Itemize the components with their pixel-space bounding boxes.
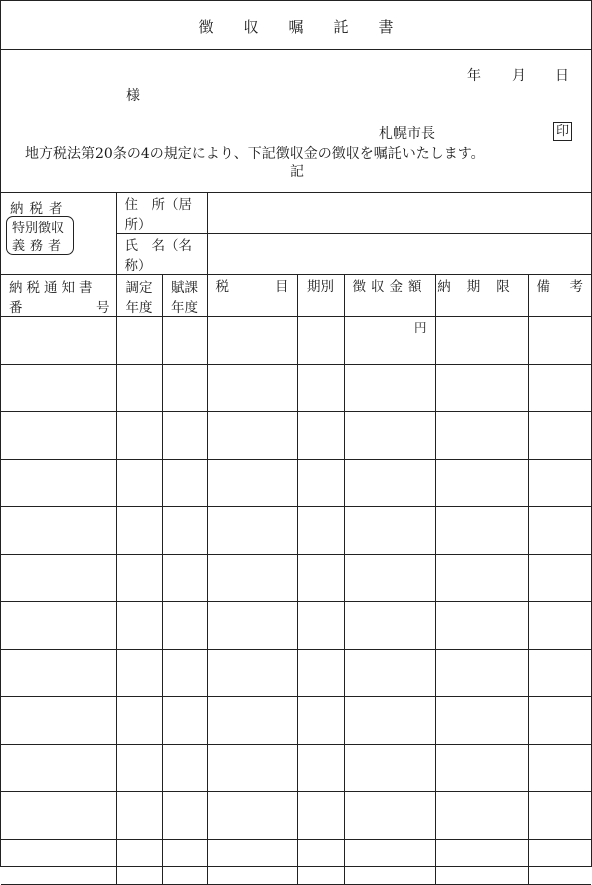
table-row (1, 602, 591, 650)
assessment-year-cell[interactable] (116, 697, 162, 745)
tax-item-cell[interactable] (207, 317, 297, 365)
tax-item-cell[interactable] (207, 602, 297, 650)
table-row (1, 507, 591, 555)
amount-cell[interactable] (344, 459, 435, 507)
levy-year-header-line1: 賦課 (171, 280, 198, 296)
notice-number-header-line2 (1, 296, 116, 316)
period-cell[interactable] (297, 412, 344, 460)
assessment-year-cell[interactable] (116, 507, 162, 555)
deadline-cell[interactable] (435, 554, 528, 602)
notice-number-cell[interactable] (1, 697, 116, 745)
tax-item-cell[interactable] (207, 792, 297, 840)
amount-header-text: 徴収金額 (352, 279, 427, 295)
amount-cell[interactable] (344, 602, 435, 650)
amount-cell[interactable] (344, 507, 435, 555)
notice-number-cell[interactable] (1, 317, 116, 365)
notice-number-cell[interactable] (1, 507, 116, 555)
deadline-cell[interactable] (435, 317, 528, 365)
remarks-header-bi: 備 (536, 279, 550, 295)
levy-year-cell[interactable] (162, 792, 207, 840)
address-value-cell[interactable] (207, 193, 591, 234)
amount-cell[interactable] (344, 649, 435, 697)
remarks-cell[interactable] (528, 744, 591, 792)
notice-number-cell[interactable] (1, 792, 116, 840)
tax-item-header (207, 275, 297, 317)
amount-header (344, 275, 435, 317)
remarks-cell[interactable] (528, 697, 591, 745)
assessment-year-cell[interactable] (116, 792, 162, 840)
taxpayer-label: 納税者 (10, 201, 69, 217)
levy-year-cell[interactable] (162, 602, 207, 650)
deadline-cell[interactable] (435, 839, 528, 884)
name-value-cell[interactable] (207, 234, 591, 275)
period-cell[interactable] (297, 364, 344, 412)
assessment-year-header-line1: 調定 (125, 280, 153, 296)
table-row (1, 744, 591, 792)
tax-item-cell[interactable] (207, 697, 297, 745)
deadline-cell[interactable] (435, 459, 528, 507)
period-cell[interactable] (297, 602, 344, 650)
date-month: 月 (512, 68, 526, 84)
notice-number-cell[interactable] (1, 412, 116, 460)
remarks-cell[interactable] (528, 412, 591, 460)
remarks-cell[interactable] (528, 317, 591, 365)
name-label-cell (116, 234, 207, 275)
levy-year-cell[interactable] (162, 649, 207, 697)
tax-item-cell[interactable] (207, 459, 297, 507)
amount-cell[interactable] (344, 792, 435, 840)
tax-item-header-moku: 目 (275, 279, 289, 295)
deadline-cell[interactable] (435, 649, 528, 697)
title-divider (1, 49, 591, 50)
obligor-label: 義務者 (12, 239, 67, 254)
levy-year-cell[interactable] (162, 364, 207, 412)
notice-number-cell[interactable] (1, 602, 116, 650)
remarks-cell[interactable] (528, 364, 591, 412)
table-row (1, 364, 591, 412)
notice-number-header (1, 275, 116, 317)
assessment-year-cell[interactable] (116, 554, 162, 602)
levy-year-cell[interactable] (162, 459, 207, 507)
tax-item-cell[interactable] (207, 507, 297, 555)
amount-cell[interactable] (344, 744, 435, 792)
notice-number-header-ban: 番 (9, 300, 23, 316)
levy-year-cell[interactable] (162, 697, 207, 745)
addressee-suffix: 様 (126, 88, 140, 104)
levy-year-cell[interactable] (162, 839, 207, 884)
issuer-title: 札幌市長 (379, 126, 435, 142)
levy-year-header (162, 275, 207, 317)
deadline-cell[interactable] (435, 364, 528, 412)
notice-number-cell[interactable] (1, 459, 116, 507)
notice-number-cell[interactable] (1, 744, 116, 792)
assessment-year-cell[interactable] (116, 412, 162, 460)
remarks-header-text (529, 275, 592, 295)
assessment-year-cell[interactable] (116, 744, 162, 792)
address-label-cell (116, 193, 207, 234)
address-label: 住 所（居所） (124, 197, 192, 233)
remarks-cell[interactable] (528, 792, 591, 840)
taxpayer-label-cell (1, 193, 116, 275)
table-row (1, 649, 591, 697)
assessment-year-cell[interactable] (116, 839, 162, 884)
tax-item-cell[interactable] (207, 554, 297, 602)
table-row (1, 317, 591, 365)
delegation-table (1, 192, 591, 885)
notice-number-header-go: 号 (96, 300, 110, 316)
deadline-header (435, 275, 528, 317)
period-cell[interactable] (297, 697, 344, 745)
amount-cell[interactable] (344, 839, 435, 884)
table-row (1, 459, 591, 507)
tax-item-header-text (208, 275, 297, 295)
ki-heading: 記 (290, 164, 304, 180)
notice-number-header-line1: 納税通知書 (9, 280, 97, 296)
tax-item-cell[interactable] (207, 839, 297, 884)
tax-item-header-zei: 税 (215, 279, 229, 295)
deadline-header-text: 納期限 (437, 279, 526, 295)
period-cell[interactable] (297, 839, 344, 884)
date-year: 年 (467, 68, 481, 84)
remarks-cell[interactable] (528, 839, 591, 884)
notice-number-cell[interactable] (1, 364, 116, 412)
assessment-year-cell[interactable] (116, 364, 162, 412)
amount-cell[interactable] (344, 364, 435, 412)
period-cell[interactable] (297, 744, 344, 792)
remarks-cell[interactable] (528, 649, 591, 697)
assessment-year-header-line2: 年度 (125, 300, 153, 316)
levy-year-cell[interactable] (162, 317, 207, 365)
remarks-cell[interactable] (528, 459, 591, 507)
assessment-year-cell[interactable] (116, 649, 162, 697)
period-cell[interactable] (297, 554, 344, 602)
period-cell[interactable] (297, 649, 344, 697)
tax-item-cell[interactable] (207, 649, 297, 697)
period-cell[interactable] (297, 317, 344, 365)
levy-year-cell[interactable] (162, 744, 207, 792)
period-header-text: 期別 (307, 279, 334, 295)
special-collector-label: 特別徴収 (12, 221, 65, 236)
levy-year-cell[interactable] (162, 507, 207, 555)
period-header (297, 275, 344, 317)
date-day: 日 (555, 68, 569, 84)
deadline-cell[interactable] (435, 412, 528, 460)
deadline-cell[interactable] (435, 744, 528, 792)
levy-year-cell[interactable] (162, 554, 207, 602)
tax-item-cell[interactable] (207, 744, 297, 792)
column-header-row (1, 275, 591, 317)
assessment-year-cell[interactable] (116, 602, 162, 650)
table-row (1, 412, 591, 460)
body-text: 地方税法第20条の4の規定により、下記徴収金の徴収を嘱託いたします。 (25, 146, 485, 162)
remarks-cell[interactable] (528, 507, 591, 555)
levy-year-cell[interactable] (162, 412, 207, 460)
deadline-cell[interactable] (435, 697, 528, 745)
table-row (1, 792, 591, 840)
assessment-year-cell[interactable] (116, 317, 162, 365)
tax-item-cell[interactable] (207, 364, 297, 412)
period-cell[interactable] (297, 459, 344, 507)
remarks-cell[interactable] (528, 554, 591, 602)
assessment-year-cell[interactable] (116, 459, 162, 507)
period-cell[interactable] (297, 792, 344, 840)
form-title: 徴収嘱託書 (198, 18, 424, 36)
period-cell[interactable] (297, 507, 344, 555)
remarks-header (528, 275, 591, 317)
table-row (1, 839, 591, 884)
amount-cell[interactable] (344, 317, 435, 365)
notice-number-cell[interactable] (1, 554, 116, 602)
remarks-cell[interactable] (528, 602, 591, 650)
name-label: 氏 名（名称） (124, 238, 192, 274)
seal-mark: 印 (553, 122, 572, 141)
table-row (1, 697, 591, 745)
amount-cell[interactable] (344, 554, 435, 602)
levy-year-header-line2: 年度 (171, 300, 198, 316)
amount-cell[interactable] (344, 697, 435, 745)
deadline-cell[interactable] (435, 792, 528, 840)
notice-number-cell[interactable] (1, 839, 116, 884)
amount-cell[interactable] (344, 412, 435, 460)
deadline-cell[interactable] (435, 507, 528, 555)
tax-item-cell[interactable] (207, 412, 297, 460)
assessment-year-header (116, 275, 162, 317)
deadline-cell[interactable] (435, 602, 528, 650)
table-row (1, 554, 591, 602)
notice-number-cell[interactable] (1, 649, 116, 697)
amount-unit: 円 (413, 320, 427, 335)
remarks-header-ko: 考 (569, 279, 583, 295)
